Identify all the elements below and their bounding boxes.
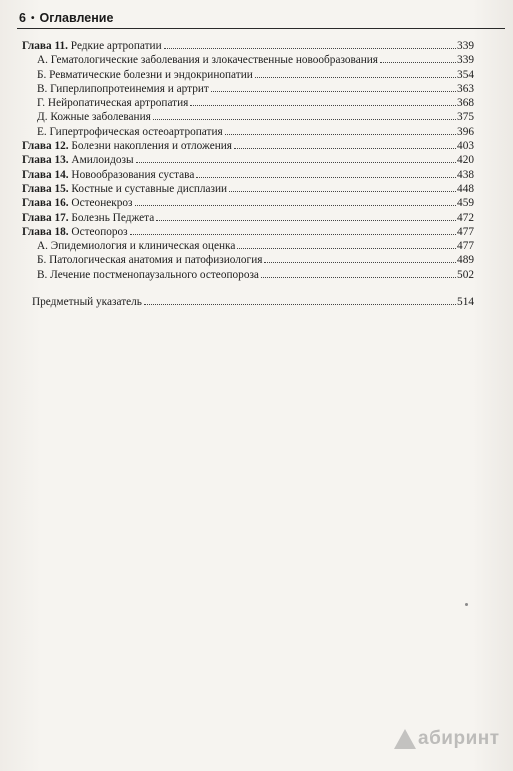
dot-leader — [237, 248, 456, 249]
toc-entry-chapter-16[interactable] — [22, 196, 474, 210]
dot-leader — [225, 134, 456, 135]
dot-leader — [190, 105, 456, 106]
toc-entry-label: Глава 17. Болезнь Педжета — [22, 211, 155, 224]
header-rule — [17, 28, 505, 29]
dot-leader — [211, 91, 456, 92]
toc-page-number: 448 — [457, 182, 474, 195]
toc-page-number: 363 — [457, 82, 474, 95]
dot-leader — [144, 304, 456, 305]
dot-leader — [153, 119, 456, 120]
dot-leader — [229, 191, 456, 192]
toc-entry-label: Глава 16. Остеонекроз — [22, 197, 133, 210]
toc-page-number: 420 — [457, 154, 474, 167]
toc-page-number: 514 — [457, 296, 474, 309]
toc-entry-11g[interactable] — [22, 96, 474, 110]
toc-entry-label: А. Гематологические заболевания и злокачественные новообразования — [37, 54, 379, 67]
toc-entry-18a[interactable] — [22, 239, 474, 253]
toc-page-number: 375 — [457, 111, 474, 124]
toc-entry-label: В. Гиперлипопротеинемия и артрит — [37, 82, 209, 95]
toc-page-number: 396 — [457, 125, 474, 138]
toc-entry-label: Глава 15. Костные и суставные дисплазии — [22, 182, 228, 195]
toc-entry-label: Д. Кожные заболевания — [37, 111, 151, 124]
dot-leader — [156, 220, 456, 221]
toc-page-number: 489 — [457, 254, 474, 267]
dot-leader — [234, 148, 456, 149]
watermark — [394, 728, 500, 750]
toc-entry-label: Глава 13. Амилоидозы — [22, 154, 134, 167]
toc-entry-label: Б. Ревматические болезни и эндокринопатии — [37, 68, 253, 81]
toc-entry-label: Е. Гипертрофическая остеоартропатия — [37, 125, 223, 138]
toc-entry-subject-index[interactable] — [22, 295, 474, 309]
toc-entry-label: Глава 18. Остеопороз — [22, 225, 128, 238]
toc-entry-label: Глава 11. Редкие артропатии — [22, 40, 162, 52]
dot-leader — [136, 162, 456, 163]
toc-entry-chapter-17[interactable] — [22, 211, 474, 225]
toc-page-number: 477 — [457, 225, 474, 238]
toc-entry-11b[interactable] — [22, 68, 474, 82]
toc-entry-chapter-18[interactable] — [22, 225, 474, 239]
toc-entry-label: Г. Нейропатическая артропатия — [37, 97, 189, 110]
dot-leader — [130, 234, 456, 235]
table-of-contents — [22, 39, 474, 309]
toc-entry-chapter-15[interactable] — [22, 182, 474, 196]
toc-entry-chapter-12[interactable] — [22, 139, 474, 153]
toc-entry-label: Б. Патологическая анатомия и патофизиология — [37, 254, 263, 267]
running-header — [19, 11, 113, 25]
toc-spacer — [22, 282, 474, 295]
watermark-logo-icon — [394, 729, 416, 749]
dot-leader — [196, 177, 456, 178]
toc-page-number: 354 — [457, 68, 474, 81]
watermark-text: абиринт — [418, 728, 500, 749]
toc-entry-11a[interactable] — [22, 53, 474, 67]
header-bullet: • — [30, 12, 35, 24]
toc-entry-11v[interactable] — [22, 82, 474, 96]
toc-entry-label: В. Лечение постменопаузального остеопороза — [37, 268, 259, 281]
dot-leader — [164, 48, 456, 49]
dot-leader — [135, 205, 457, 206]
toc-page-number: 502 — [457, 268, 474, 281]
toc-entry-18v[interactable] — [22, 268, 474, 282]
toc-entry-label: Предметный указатель — [32, 296, 142, 309]
toc-page-number: 339 — [457, 54, 474, 67]
toc-entry-chapter-14[interactable] — [22, 168, 474, 182]
dot-leader — [264, 262, 456, 263]
toc-entry-11e[interactable] — [22, 125, 474, 139]
toc-entry-11d[interactable] — [22, 110, 474, 124]
page-number: 6 — [19, 11, 26, 25]
dot-leader — [380, 62, 456, 63]
toc-page-number: 472 — [457, 211, 474, 224]
toc-page-number: 368 — [457, 97, 474, 110]
toc-page-number: 459 — [457, 197, 474, 210]
toc-entry-chapter-11[interactable] — [22, 39, 474, 53]
toc-page-number: 438 — [457, 168, 474, 181]
toc-entry-label: А. Эпидемиология и клиническая оценка — [37, 240, 236, 253]
toc-entry-chapter-13[interactable] — [22, 153, 474, 167]
toc-page-number: 403 — [457, 140, 474, 153]
toc-page-number: 477 — [457, 240, 474, 253]
toc-entry-18b[interactable] — [22, 253, 474, 267]
paper-speck — [465, 603, 468, 606]
toc-page-number: 339 — [457, 40, 474, 52]
toc-entry-label: Глава 12. Болезни накопления и отложения — [22, 140, 232, 153]
running-title: Оглавление — [39, 11, 114, 25]
toc-entry-label: Глава 14. Новообразования сустава — [22, 168, 195, 181]
dot-leader — [261, 277, 456, 278]
dot-leader — [255, 77, 456, 78]
